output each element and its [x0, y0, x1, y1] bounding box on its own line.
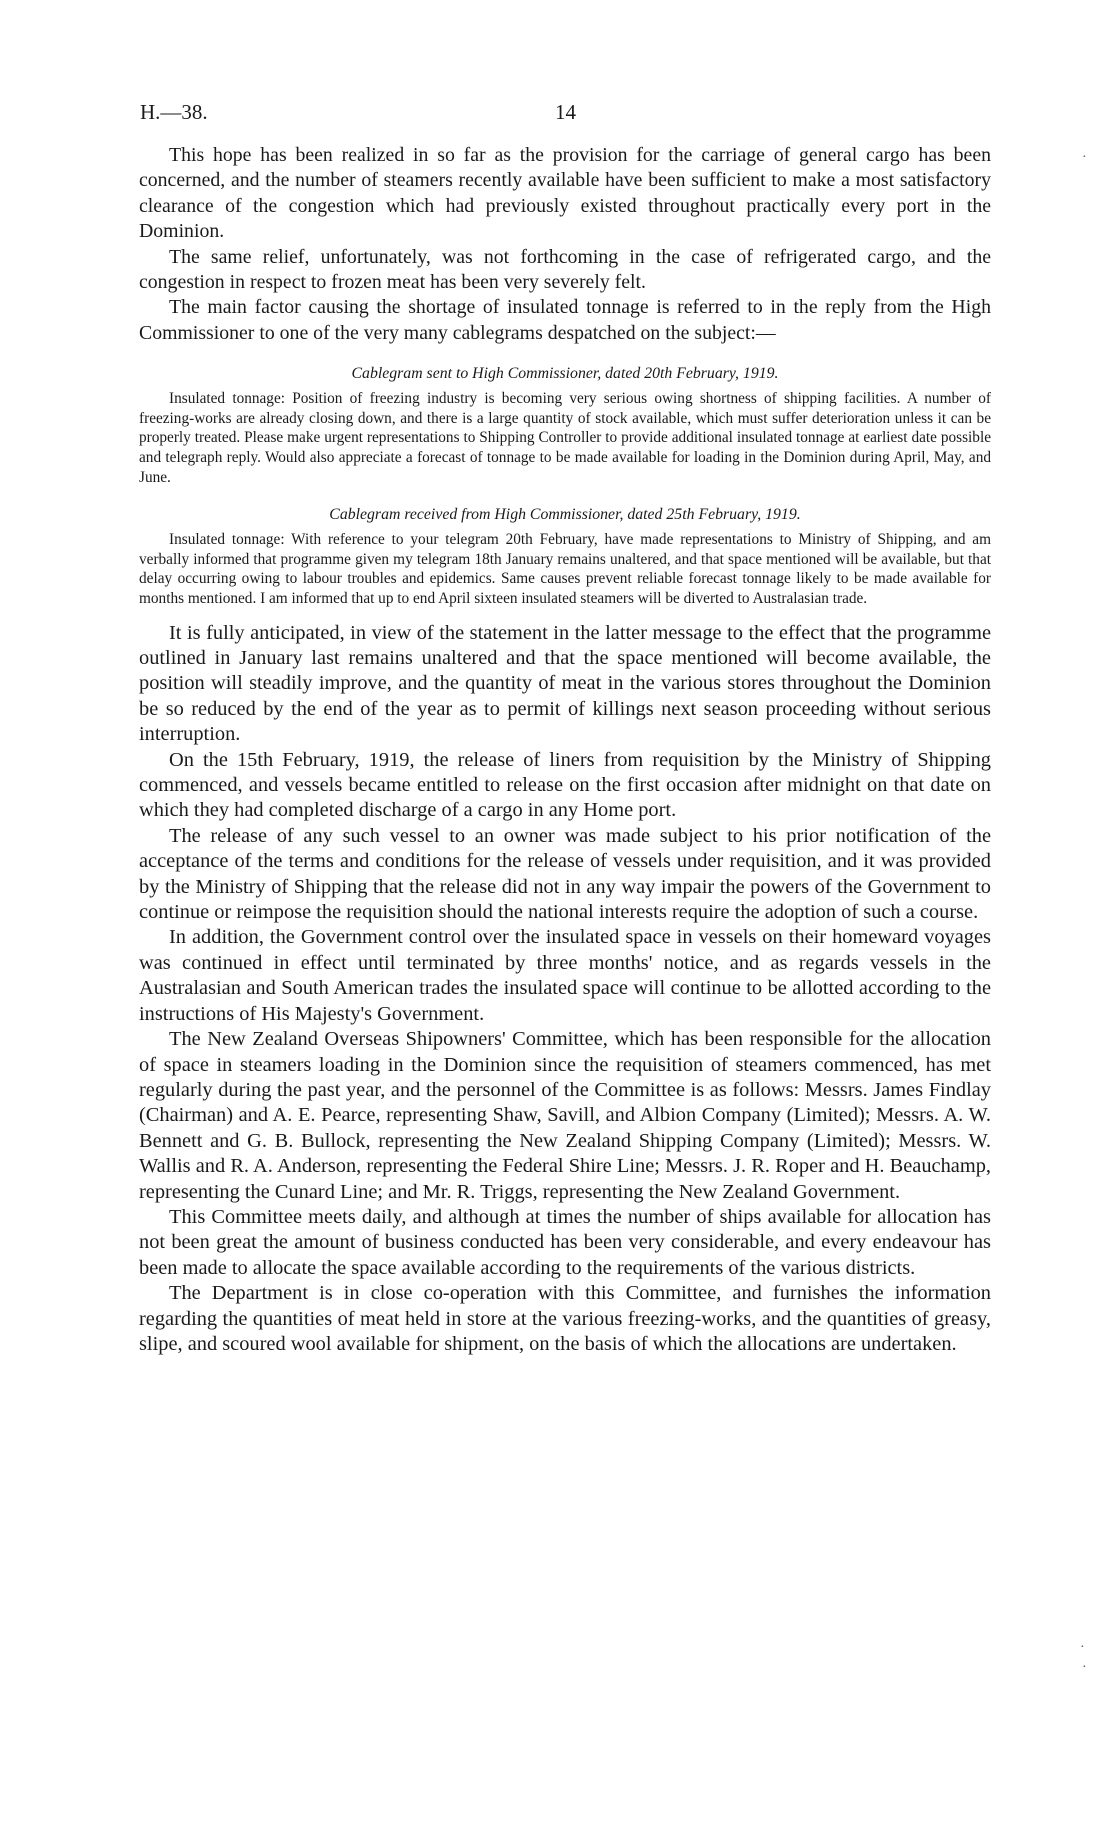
- paragraph-department-cooperation: The Department is in close co-operation with this Committee, and furnishes the information regarding the quantities of meat held in store at the various freezing-works, and the quantities of greasy, slipe, and scoured wool available for shipment, on the basis of which the allocations are undertaken.: [139, 1282, 991, 1355]
- page-body: [139, 143, 991, 1357]
- page-number: 14: [555, 100, 576, 124]
- margin-speck: ·: [1080, 1640, 1085, 1655]
- cablegram-received-body: Insulated tonnage: With reference to your telegram 20th February, have made representations to Ministry of Shipping, and am verbally informed that programme given my telegram 18th January remains unaltered, and that space mentioned will be available, but that delay occurring owing to labour troubles and epidemics. Same causes prevent reliable forecast tonnage likely to be made available for months mentioned. I am informed that up to end April sixteen insulated steamers will be diverted to Australasian trade.: [139, 531, 991, 607]
- margin-speck: ·: [1082, 1660, 1087, 1675]
- paragraph-intro-1: This hope has been realized in so far as the provision for the carriage of general cargo has been concerned, and the number of steamers recently available have been sufficient to make a most satisfactory clearance of the congestion which had previously existed throughout practically every port in the Dominion.: [139, 144, 991, 243]
- cablegram-sent-title: Cablegram sent to High Commissioner, dated 20th February, 1919.: [351, 365, 779, 383]
- page-header: [140, 100, 990, 130]
- paragraph-shipowners-committee: The New Zealand Overseas Shipowners' Committee, which has been responsible for the allocation of space in steamers loading in the Dominion since the requisition of steamers commenced, has met regularly during the past year, and the personnel of the Committee is as follows: Messrs. James Findlay (Chairman) and A. E. Pearce, representing Shaw, Savill, and Albion Company (Limited); Messrs. A. W. Bennett and G. B. Bullock, representing the New Zealand Shipping Company (Limited); Messrs. W. Wallis and R. A. Anderson, representing the Federal Shire Line; Messrs. J. R. Roper and H. Beauchamp, representing the Cunard Line; and Mr. R. Triggs, representing the New Zealand Government.: [139, 1028, 991, 1203]
- paragraph-release-of-liners: On the 15th February, 1919, the release of liners from requisition by the Ministry of Shipping commenced, and vessels became entitled to release on the first occasion after midnight on that date on which they had completed discharge of a cargo in any Home port.: [139, 748, 991, 822]
- paragraph-anticipation: It is fully anticipated, in view of the statement in the latter message to the effect that the programme outlined in January last remains unaltered and that the space mentioned will become available, the position will steadily improve, and the quantity of meat in the various stores throughout the Dominion be so reduced by the end of the year as to permit of killings next season proceeding without serious interruption.: [139, 621, 991, 746]
- paragraph-release-conditions: The release of any such vessel to an owner was made subject to his prior notification of the acceptance of the terms and conditions for the release of vessels under requisition, and it was provided by the Ministry of Shipping that the release did not in any way impair the powers of the Government to continue or reimpose the requisition should the national interests require the adoption of such a course.: [139, 824, 991, 924]
- paragraph-committee-meetings: This Committee meets daily, and although at times the number of ships available for allocation has not been great the amount of business conducted has been very considerable, and every endeavour has been made to allocate the space available according to the requirements of the various districts.: [139, 1205, 991, 1279]
- paragraph-government-control: In addition, the Government control over the insulated space in vessels on their homeward voyages was continued in effect until terminated by three months' notice, and as regards vessels in the Australasian and South American trades the insulated space will continue to be allotted according to the instructions of His Majesty's Government.: [139, 926, 991, 1025]
- paragraph-intro-2: The same relief, unfortunately, was not forthcoming in the case of refrigerated cargo, and the congestion in respect to frozen meat has been very severely felt.: [139, 245, 991, 294]
- document-reference: H.—38.: [140, 100, 208, 124]
- margin-speck: ·: [1082, 150, 1087, 165]
- paragraph-intro-3: The main factor causing the shortage of insulated tonnage is referred to in the reply from the High Commissioner to one of the very many cablegrams despatched on the subject:—: [139, 296, 991, 344]
- cablegram-received-title: Cablegram received from High Commissioner, dated 25th February, 1919.: [329, 506, 801, 524]
- cablegram-sent-body: Insulated tonnage: Position of freezing industry is becoming very serious owing shortness of shipping facilities. A number of freezing-works are already closing down, and there is a large quantity of stock available, which must suffer deterioration unless it can be properly treated. Please make urgent representations to Shipping Controller to provide additional insulated tonnage at earliest date possible and telegraph reply. Would also appreciate a forecast of tonnage to be made available for loading in the Dominion during April, May, and June.: [139, 390, 991, 486]
